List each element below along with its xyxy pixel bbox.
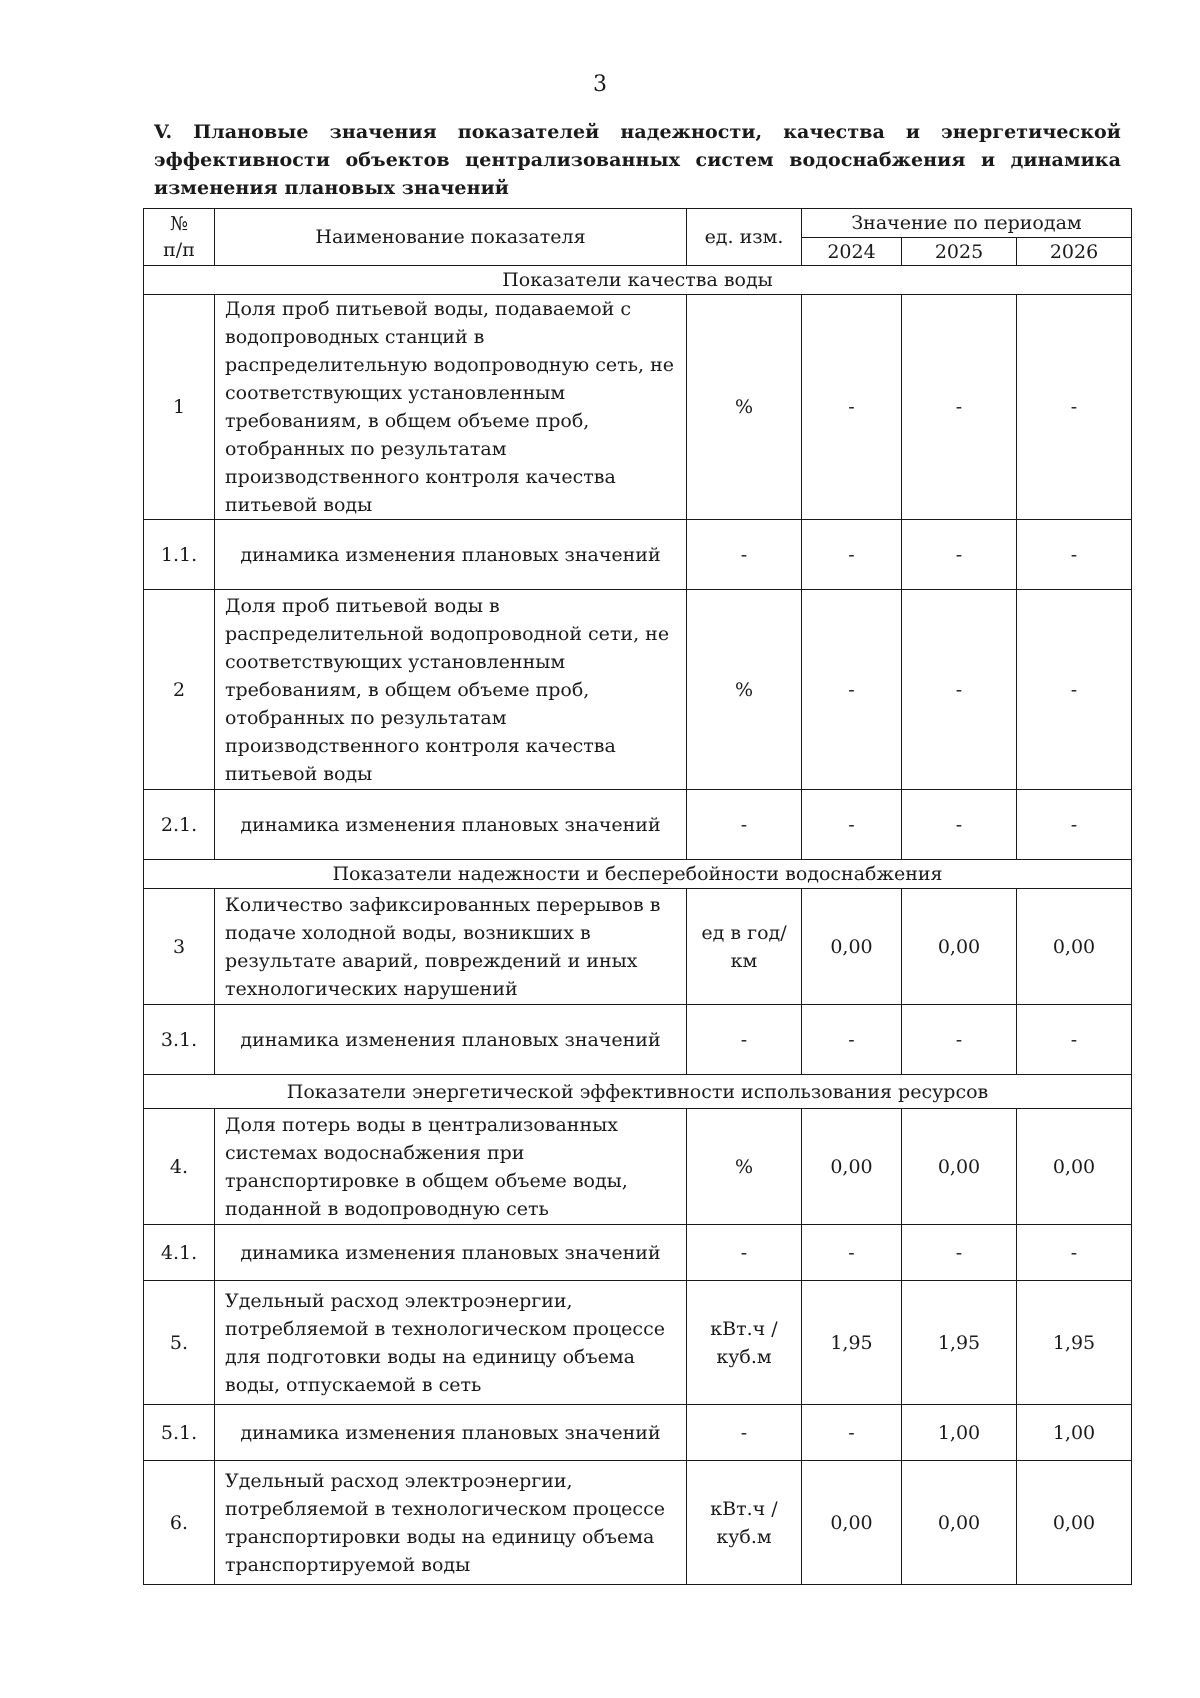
table-row	[144, 790, 1132, 860]
table-row	[144, 889, 1132, 1005]
value-2025: 1,95	[902, 1281, 1017, 1405]
table-row	[144, 1005, 1132, 1075]
value-2026: 0,00	[1017, 1461, 1132, 1585]
table-row	[144, 1461, 1132, 1585]
unit-cell: %	[687, 295, 802, 520]
header-number-line2: п/п	[163, 239, 195, 261]
value-2024: -	[802, 590, 902, 790]
value-2024: -	[802, 790, 902, 860]
row-number: 3	[144, 889, 215, 1005]
header-year-2025: 2025	[902, 238, 1017, 266]
section-heading: V. Плановые значения показателей надежности, качества и энергетической эффективности объектов централизованных систем водоснабжения и динамика изменения плановых значений	[154, 121, 1121, 199]
unit-cell: -	[687, 1225, 802, 1281]
indicator-name: динамика изменения плановых значений	[215, 520, 687, 590]
value-2026: -	[1017, 1225, 1132, 1281]
indicators-table	[143, 208, 1132, 1585]
section-row	[144, 266, 1132, 295]
value-2026: -	[1017, 790, 1132, 860]
value-2026: -	[1017, 295, 1132, 520]
table-body	[144, 266, 1132, 1585]
value-2024: 1,95	[802, 1281, 902, 1405]
indicator-name: динамика изменения плановых значений	[215, 790, 687, 860]
value-2025: -	[902, 1005, 1017, 1075]
row-number: 3.1.	[144, 1005, 215, 1075]
value-2025: 0,00	[902, 889, 1017, 1005]
header-periods: Значение по периодам	[802, 209, 1132, 238]
value-2024: 0,00	[802, 1461, 902, 1585]
table-row	[144, 590, 1132, 790]
page-number: 3	[593, 72, 607, 97]
row-number: 4.1.	[144, 1225, 215, 1281]
indicator-name: Доля проб питьевой воды в распределительной водопроводной сети, не соответствующих установленным требованиям, в общем объеме проб, отобранных по результатам производственного контроля качества питьевой воды	[215, 590, 687, 790]
unit-cell: -	[687, 520, 802, 590]
value-2025: -	[902, 590, 1017, 790]
value-2026: 0,00	[1017, 889, 1132, 1005]
unit-cell: кВт.ч / куб.м	[687, 1281, 802, 1405]
value-2026: 1,00	[1017, 1405, 1132, 1461]
unit-cell: %	[687, 1109, 802, 1225]
indicator-name: динамика изменения плановых значений	[215, 1405, 687, 1461]
value-2026: -	[1017, 1005, 1132, 1075]
row-number: 6.	[144, 1461, 215, 1585]
unit-cell: ед в год/ км	[687, 889, 802, 1005]
value-2024: -	[802, 295, 902, 520]
row-number: 4.	[144, 1109, 215, 1225]
row-number: 1	[144, 295, 215, 520]
section-row	[144, 860, 1132, 889]
section-title: Показатели энергетической эффективности использования ресурсов	[144, 1075, 1132, 1109]
table-row	[144, 295, 1132, 520]
row-number: 2.1.	[144, 790, 215, 860]
value-2024: 0,00	[802, 1109, 902, 1225]
table-row	[144, 1281, 1132, 1405]
header-name: Наименование показателя	[215, 209, 687, 266]
row-number: 1.1.	[144, 520, 215, 590]
value-2024: 0,00	[802, 889, 902, 1005]
header-year-2024: 2024	[802, 238, 902, 266]
value-2026: -	[1017, 520, 1132, 590]
unit-cell: кВт.ч / куб.м	[687, 1461, 802, 1585]
value-2025: -	[902, 520, 1017, 590]
value-2025: -	[902, 1225, 1017, 1281]
table-row	[144, 1405, 1132, 1461]
unit-cell: -	[687, 790, 802, 860]
indicator-name: динамика изменения плановых значений	[215, 1005, 687, 1075]
table-row	[144, 1225, 1132, 1281]
indicator-name: динамика изменения плановых значений	[215, 1225, 687, 1281]
header-unit: ед. изм.	[687, 209, 802, 266]
value-2026: -	[1017, 590, 1132, 790]
value-2024: -	[802, 1225, 902, 1281]
row-number: 5.	[144, 1281, 215, 1405]
unit-cell: -	[687, 1405, 802, 1461]
indicator-name: Количество зафиксированных перерывов в подаче холодной воды, возникших в результате аварий, повреждений и иных технологических нарушений	[215, 889, 687, 1005]
indicator-name: Доля потерь воды в централизованных системах водоснабжения при транспортировке в общем объеме воды, поданной в водопроводную сеть	[215, 1109, 687, 1225]
value-2025: -	[902, 295, 1017, 520]
value-2026: 1,95	[1017, 1281, 1132, 1405]
value-2025: 1,00	[902, 1405, 1017, 1461]
indicator-name: Удельный расход электроэнергии, потребляемой в технологическом процессе для подготовки воды на единицу объема воды, отпускаемой в сеть	[215, 1281, 687, 1405]
value-2024: -	[802, 520, 902, 590]
value-2025: 0,00	[902, 1109, 1017, 1225]
row-number: 2	[144, 590, 215, 790]
section-row	[144, 1075, 1132, 1109]
unit-cell: -	[687, 1005, 802, 1075]
value-2025: 0,00	[902, 1461, 1017, 1585]
row-number: 5.1.	[144, 1405, 215, 1461]
indicator-name: Доля проб питьевой воды, подаваемой с водопроводных станций в распределительную водопроводную сеть, не соответствующих установленным требованиям, в общем объеме проб, отобранных по результатам производственного контроля качества питьевой воды	[215, 295, 687, 520]
unit-cell: %	[687, 590, 802, 790]
section-title: Показатели качества воды	[144, 266, 1132, 295]
value-2026: 0,00	[1017, 1109, 1132, 1225]
header-year-2026: 2026	[1017, 238, 1132, 266]
indicator-name: Удельный расход электроэнергии, потребляемой в технологическом процессе транспортировки воды на единицу объема транспортируемой воды	[215, 1461, 687, 1585]
table-row	[144, 1109, 1132, 1225]
value-2025: -	[902, 790, 1017, 860]
value-2024: -	[802, 1005, 902, 1075]
header-number	[144, 209, 215, 266]
header-number-line1: №	[170, 213, 188, 235]
table-row	[144, 520, 1132, 590]
value-2024: -	[802, 1405, 902, 1461]
section-title: Показатели надежности и бесперебойности водоснабжения	[144, 860, 1132, 889]
